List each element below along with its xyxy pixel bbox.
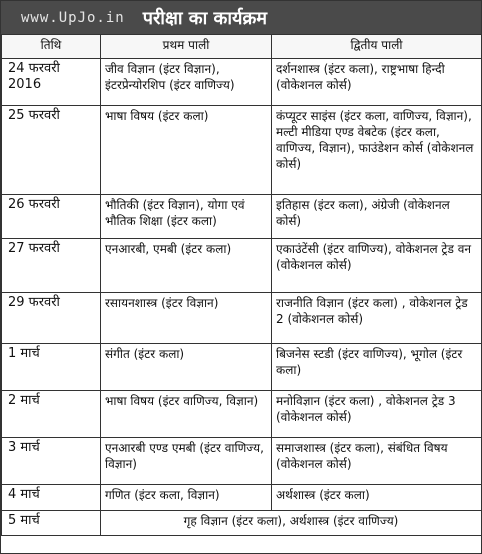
table-row: [2, 239, 482, 293]
column-header-date: तिथि: [2, 35, 101, 59]
date-cell: 29 फरवरी: [2, 293, 101, 344]
second-shift-cell: राजनीति विज्ञान (इंटर कला) , वोकेशनल ट्रेड 2 (वोकेशनल कोर्स): [272, 293, 482, 344]
schedule-header: [1, 1, 481, 34]
second-shift-cell: एकाउंटेंसी (इंटर वाणिज्य), वोकेशनल ट्रेड वन (वोकेशनल कोर्स): [272, 239, 482, 293]
table-header-row: [2, 35, 482, 59]
date-cell: 3 मार्च: [2, 438, 101, 485]
schedule-title: परीक्षा का कार्यक्रम: [142, 7, 268, 29]
second-shift-cell: बिजनेस स्टडी (इंटर वाणिज्य), भूगोल (इंटर कला): [272, 344, 482, 391]
table-row: [2, 106, 482, 195]
second-shift-cell: इतिहास (इंटर कला), अंग्रेजी (वोकेशनल कोर्स): [272, 195, 482, 239]
first-shift-cell: गणित (इंटर कला, विज्ञान): [101, 485, 272, 511]
first-shift-cell: एनआरबी एण्ड एमबी (इंटर वाणिज्य, विज्ञान): [101, 438, 272, 485]
table-row: [2, 485, 482, 511]
first-shift-cell: भाषा विषय (इंटर वाणिज्य, विज्ञान): [101, 391, 272, 438]
first-shift-cell: भाषा विषय (इंटर कला): [101, 106, 272, 195]
date-cell: 25 फरवरी: [2, 106, 101, 195]
table-row: [2, 391, 482, 438]
column-header-second-shift: द्वितीय पाली: [272, 35, 482, 59]
table-row: [2, 438, 482, 485]
schedule-table: [1, 34, 482, 536]
date-cell: 24 फरवरी 2016: [2, 59, 101, 106]
first-shift-cell: रसायनशास्त्र (इंटर विज्ञान): [101, 293, 272, 344]
second-shift-cell: अर्थशास्त्र (इंटर कला): [272, 485, 482, 511]
site-watermark: www.UpJo.in: [21, 9, 125, 26]
second-shift-cell: कंप्यूटर साइंस (इंटर कला, वाणिज्य, विज्ञान), मल्टी मीडिया एण्ड वेबटेक (इंटर कला, वाणिज्य, विज्ञान), फाउंडेशन कोर्स (वोकेशनल कोर्स): [272, 106, 482, 195]
table-row: [2, 511, 482, 536]
table-row: [2, 59, 482, 106]
second-shift-cell: समाजशास्त्र (इंटर कला), संबंधित विषय (वोकेशनल कोर्स): [272, 438, 482, 485]
first-shift-cell: एनआरबी, एमबी (इंटर कला): [101, 239, 272, 293]
second-shift-cell: दर्शनशास्त्र (इंटर कला), राष्ट्रभाषा हिन्दी (वोकेशनल कोर्स): [272, 59, 482, 106]
first-shift-cell: जीव विज्ञान (इंटर विज्ञान), इंटरप्रेन्योरशिप (इंटर वाणिज्य): [101, 59, 272, 106]
table-row: [2, 195, 482, 239]
date-cell: 1 मार्च: [2, 344, 101, 391]
second-shift-cell: मनोविज्ञान (इंटर कला) , वोकेशनल ट्रेड 3 (वोकेशनल कोर्स): [272, 391, 482, 438]
date-cell: 2 मार्च: [2, 391, 101, 438]
table-row: [2, 293, 482, 344]
date-cell: 26 फरवरी: [2, 195, 101, 239]
date-cell: 27 फरवरी: [2, 239, 101, 293]
combined-shift-cell: गृह विज्ञान (इंटर कला), अर्थशास्त्र (इंटर वाणिज्य): [101, 511, 482, 536]
first-shift-cell: संगीत (इंटर कला): [101, 344, 272, 391]
column-header-first-shift: प्रथम पाली: [101, 35, 272, 59]
table-row: [2, 344, 482, 391]
date-cell: 4 मार्च: [2, 485, 101, 511]
first-shift-cell: भौतिकी (इंटर विज्ञान), योगा एवं भौतिक शिक्षा (इंटर कला): [101, 195, 272, 239]
date-cell: 5 मार्च: [2, 511, 101, 536]
